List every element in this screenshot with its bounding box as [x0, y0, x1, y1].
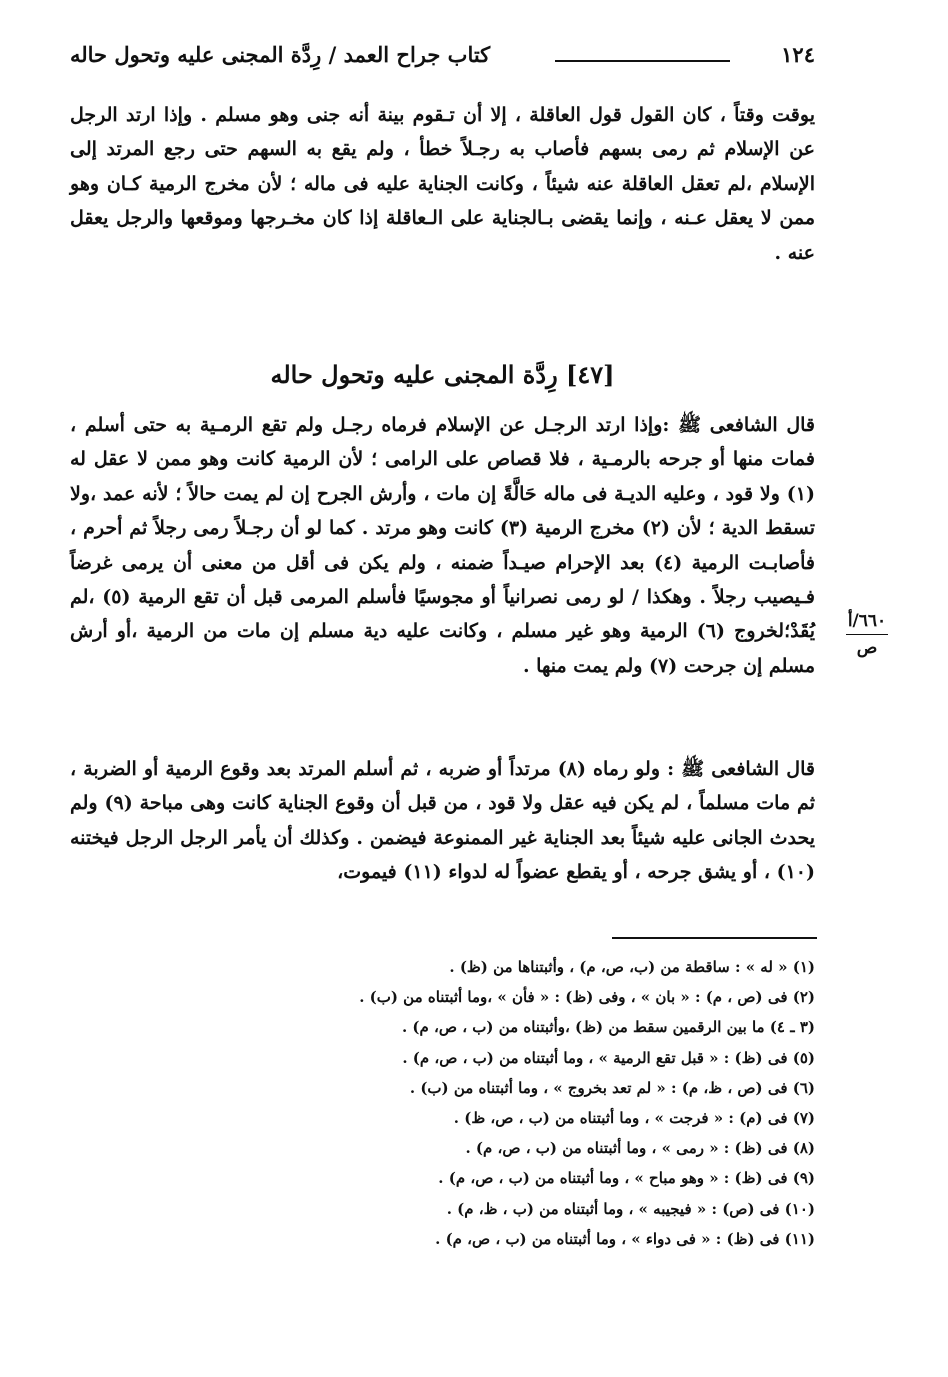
footnote: (٦) فى (ص ، ظ، م) : « لم تعد بخروج » ، وما أثبتناه من (ب) . — [409, 1078, 815, 1097]
footnotes — [70, 952, 815, 1254]
footnote: (١) « له » : ساقطة من (ب، ص، م) ، وأثبتناها من (ظ) . — [449, 958, 815, 976]
footnote: (١١) فى (ظ) : « فى دواء » ، وما أثبتناه من (ب ، ص، م) . — [435, 1229, 815, 1248]
footnote: (٩) فى (ظ) : « وهو مباح » ، وما أثبتناه من (ب ، ص، م) . — [438, 1169, 815, 1188]
footnote-separator — [612, 937, 817, 939]
footnote: (٨) فى (ظ) : « رمى » ، وما أثبتناه من (ب ، ص، م) . — [465, 1139, 815, 1158]
section-heading: [٤٧] رِدَّة المجنى عليه وتحول حاله — [270, 360, 615, 389]
page-number: ١٢٤ — [781, 42, 815, 67]
manuscript-margin-note — [842, 608, 892, 661]
footnote: (١٠) فى (ص) : « فيجيبه » ، وما أثبتناه من (ب ، ظ، م) . — [446, 1199, 815, 1218]
paragraph-1: يوقت وقتاً ، كان القول قول العاقلة ، إلا أن تـقوم بينة أنه جنى وهو مسلم . وإذا ارتد الرجل عن الإسلام ثم رمى بسهم فأصاب به رجـلاً خطأ ، ولم يقع به السهم حتى رجع المرتد إلى الإسلام ،لم تعقل العاقلة عنه شيئاً ، وكانت الجناية عليه فى ماله ؛ لأن مخرج الرمية كـان وهو ممن لا يعقل عـنه ، وإنما يقضى بـالجناية على الـعاقلة إذا كان مخـرجها وموقعها والرجل يعقل عنه . — [70, 104, 815, 264]
paragraph-text: : ولو رماه (٨) مرتداً أو ضربه ، ثم أسلم المرتد بعد وقوع الرمية أو الضربة ، ثم مات مسلماً ، لم يكن فيه عقل ولا قود ، من قبل أن وقوع الجناية كانت وهى مباحة (٩) ولم يحدث الجانى عليه شيئاً بعد الجناية غير الممنوعة فيضمن . وكذلك أن يأمر الرجل الرجل فيختنه (١٠) ، أو يشق جرحه ، أو يقطع عضواً له لدواء (١١) فيموت، — [70, 758, 815, 884]
footnote: (٧) فى (م) : « فرجت » ، وما أثبتناه من (ب ، ص، ظ) . — [453, 1109, 815, 1128]
folio-reference: ٦٦٠/أ — [846, 608, 888, 635]
paragraph-text: :وإذا ارتد الرجـل عن الإسلام فرماه رجـل ولم تقع الرمـية به حتى أسلم ، فمات منها أو جرحه بالرمـية ، فلا قصاص على الرامى ؛ لأن الرمية كانت وهو ممن لا عقل له (١) ولا قود ، وعليه الديـة فى ماله حَالَّةً إن مات ، وأرش الجرح إن لم يمت حالاً ؛ لأنه عمد ،ولا تسقط الدية ؛ لأن (٢) مخرج الرمية (٣) كانت وهو مرتد . كما لو أن رجـلاً رمى رجلاً ثم أحرم ، فأصابـت الرمية (٤) بعد الإحرام صيـداً ضمنه ، ولم يكن فى أقل من معنى أن يرمى غرضاً فـيصيب رجلاً . وهكذا / لو رمى نصرانياً أو مجوسيًا فأسلم المرمى قبل أن تقع الرمية (٥) ،لم يُقَدْ؛لخروج (٦) الرمية وهو غير مسلم ، وكانت عليه دية مسلم إن مات من الرمية ،أو أرش مسلم إن جرحت (٧) ولم يمت منها . — [70, 414, 815, 677]
header-rule — [555, 60, 730, 62]
running-title: كتاب جراح العمد / رِدَّة المجنى عليه وتحول حاله — [70, 42, 491, 67]
manuscript-siglum: ص — [856, 638, 878, 658]
speaker-label: قال الشافعى ﷺ — [681, 758, 815, 780]
paragraph-3 — [70, 752, 815, 890]
speaker-label: قال الشافعى ﷺ — [678, 414, 816, 436]
footnote: (٢) فى (ص ، م) : « بان » ، وفى (ظ) : « فأن » ،وما أثبتناه من (ب) . — [359, 988, 815, 1007]
footnote: (٣ ـ ٤) ما بين الرقمين سقط من (ظ) ،وأثبتناه من (ب ، ص، م) . — [401, 1018, 815, 1037]
paragraph-2 — [70, 408, 815, 683]
running-header — [70, 38, 815, 78]
footnote: (٥) فى (ظ) : « قبل تقع الرمية » ، وما أثبتناه من (ب ، ص، م) . — [402, 1048, 815, 1067]
